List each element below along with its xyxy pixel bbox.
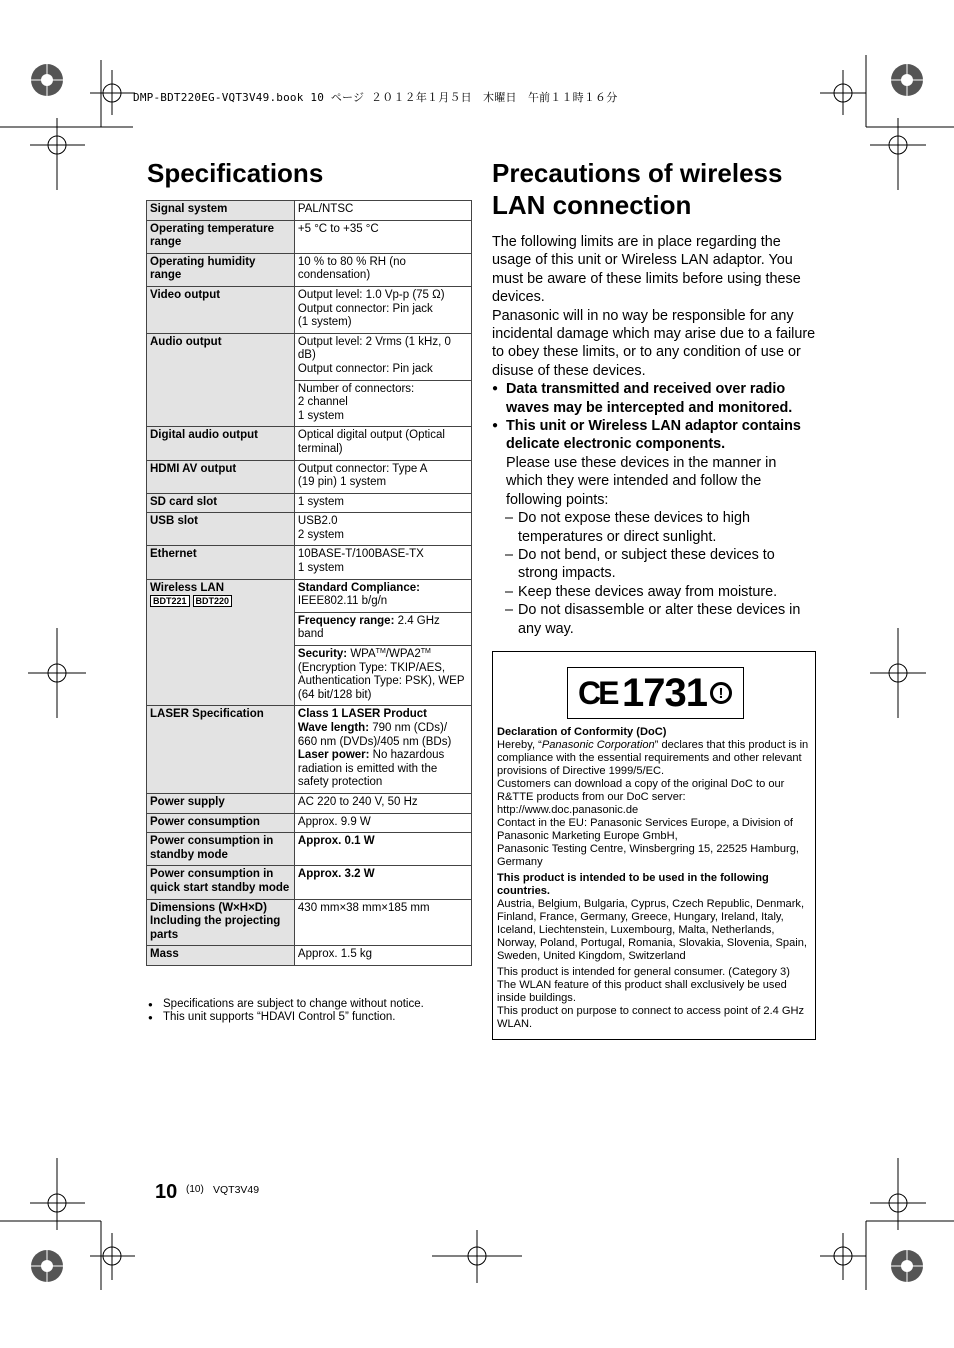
table-row <box>147 946 472 966</box>
table-row <box>147 286 472 333</box>
spec-value: Security: WPA™/WPA2™ (Encryption Type: TKIP/AES, Authentication Type: PSK), WEP (64 bit/128 bit) <box>294 646 471 706</box>
countries-title: This product is intended to be used in the following countries. <box>497 872 769 897</box>
dash-item: – Do not bend, or subject these devices to strong impacts. <box>492 546 817 583</box>
spec-key: Mass <box>147 946 295 966</box>
spec-key: Dimensions (W×H×D) Including the projecting parts <box>147 899 295 946</box>
spec-key: SD card slot <box>147 493 295 513</box>
doc-paragraph: The WLAN feature of this product shall exclusively be used inside buildings. <box>497 979 787 1004</box>
table-row <box>147 513 472 546</box>
note-item: ● Specifications are subject to change without notice. <box>148 998 478 1011</box>
declaration-text <box>497 726 815 1031</box>
table-row <box>147 579 472 612</box>
intro-paragraph: The following limits are in place regarding the usage of this unit or Wireless LAN adaptor. You must be aware of these limits before using these devices. <box>492 234 801 306</box>
table-row <box>147 793 472 813</box>
specifications-table <box>146 200 472 966</box>
spec-value: 10 % to 80 % RH (no condensation) <box>294 253 471 286</box>
declaration-box <box>492 651 816 1040</box>
note-item: ● This unit supports “HDAVI Control 5” function. <box>148 1011 478 1024</box>
doc-paragraph: Contact in the EU: Panasonic Services Europe, a Division of Panasonic Marketing Europe GmbH, <box>497 817 793 842</box>
spec-value: Output connector: Type A (19 pin) 1 system <box>294 460 471 493</box>
spec-value: 10BASE-T/100BASE-TX 1 system <box>294 546 471 579</box>
ce-logo-icon: CE <box>578 675 617 711</box>
page-number-small: (10) <box>186 1184 204 1195</box>
table-row <box>147 813 472 833</box>
spec-value: Output level: 2 Vrms (1 kHz, 0 dB) Output connector: Pin jack <box>294 333 471 380</box>
spec-key: Audio output <box>147 333 295 427</box>
page-number: 10 <box>155 1181 178 1203</box>
doc-paragraph: This product on purpose to connect to access point of 2.4 GHz WLAN. <box>497 1005 805 1030</box>
spec-key: Wireless LAN BDT221 BDT220 <box>147 579 295 706</box>
spec-value: Optical digital output (Optical terminal) <box>294 427 471 460</box>
spec-value: PAL/NTSC <box>294 201 471 221</box>
spec-key: Power consumption in standby mode <box>147 833 295 866</box>
spec-value: Approx. 1.5 kg <box>294 946 471 966</box>
table-row <box>147 833 472 866</box>
table-row <box>147 866 472 899</box>
spec-value: 430 mm×38 mm×185 mm <box>294 899 471 946</box>
spec-value: +5 °C to +35 °C <box>294 220 471 253</box>
notified-body-number: 1731 <box>622 671 707 715</box>
doc-paragraph: This product is intended for general consumer. (Category 3) <box>497 966 790 978</box>
table-row <box>147 427 472 460</box>
precautions-title: Precautions of wireless LAN connection <box>492 158 783 220</box>
countries-list: Austria, Belgium, Bulgaria, Cyprus, Czech Republic, Denmark, Finland, France, Germany, Greece, Hungary, Ireland, Italy, Iceland, Liechtenstein, Luxembourg, Malta, Netherlands, Norway, Poland, Portugal, Romania, Slovakia, Slovenia, Spain, Sweden, United Kingdom, Switzerland <box>497 898 807 962</box>
spec-key: Ethernet <box>147 546 295 579</box>
spec-value: Approx. 0.1 W <box>294 833 471 866</box>
document-code: VQT3V49 <box>213 1184 260 1196</box>
spec-key: Digital audio output <box>147 427 295 460</box>
spec-key: Operating temperature range <box>147 220 295 253</box>
table-row <box>147 706 472 794</box>
spec-value: AC 220 to 240 V, 50 Hz <box>294 793 471 813</box>
table-row <box>147 333 472 380</box>
table-row <box>147 493 472 513</box>
spec-value: Output level: 1.0 Vp-p (75 Ω) Output connector: Pin jack (1 system) <box>294 286 471 333</box>
doc-title: Declaration of Conformity (DoC) <box>497 726 667 738</box>
dash-item: – Do not disassemble or alter these devices in any way. <box>492 601 817 638</box>
table-row <box>147 460 472 493</box>
specifications-title: Specifications <box>147 158 324 188</box>
doc-paragraph: Panasonic Testing Centre, Winsbergring 15, 22525 Hamburg, Germany <box>497 843 799 868</box>
dash-item: – Keep these devices away from moisture. <box>492 583 817 601</box>
spec-key: Power consumption in quick start standby mode <box>147 866 295 899</box>
intro-paragraph: Panasonic will in no way be responsible for any incidental damage which may arise due to a failure to obey these limits, or to any condition of use or disuse of these devices. <box>492 307 816 379</box>
book-file-info: DMP-BDT220EG-VQT3V49.book 10 ページ ２０１２年１月５日 木曜日 午前１１時１６分 <box>133 91 618 104</box>
ce-marking <box>567 667 744 719</box>
spec-value: Frequency range: 2.4 GHz band <box>294 612 471 645</box>
spec-value: Approx. 9.9 W <box>294 813 471 833</box>
bullet-item: ● This unit or Wireless LAN adaptor contains delicate electronic components. <box>492 417 817 454</box>
bullet-detail: Please use these devices in the manner in which they were intended and follow the following points: <box>506 454 777 508</box>
model-badge: BDT221 <box>150 595 190 607</box>
alert-sign-icon: ! <box>710 682 732 704</box>
precautions-body <box>492 233 817 638</box>
table-row <box>147 220 472 253</box>
model-badge: BDT220 <box>193 595 233 607</box>
doc-url: http://www.doc.panasonic.de <box>497 804 639 816</box>
spec-value: 1 system <box>294 493 471 513</box>
spec-key: Video output <box>147 286 295 333</box>
spec-key: HDMI AV output <box>147 460 295 493</box>
spec-value: Class 1 LASER Product Wave length: 790 nm (CDs)/ 660 nm (DVDs)/405 nm (BDs) Laser power: No hazardous radiation is emitted with the safety protection <box>294 706 471 794</box>
table-row <box>147 899 472 946</box>
dash-item: – Do not expose these devices to high temperatures or direct sunlight. <box>492 509 817 546</box>
spec-key: LASER Specification <box>147 706 295 794</box>
doc-paragraph: Customers can download a copy of the original DoC to our R&TTE products from our DoC server: <box>497 778 785 803</box>
spec-key: USB slot <box>147 513 295 546</box>
spec-notes <box>148 998 478 1024</box>
doc-paragraph: Hereby, “Panasonic Corporation” declares that this product is in compliance with the essential requirements and other relevant provisions of Directive 1999/5/EC. <box>497 739 809 777</box>
spec-key: Power supply <box>147 793 295 813</box>
spec-key: Operating humidity range <box>147 253 295 286</box>
spec-key: Power consumption <box>147 813 295 833</box>
spec-value: Standard Compliance: IEEE802.11 b/g/n <box>294 579 471 612</box>
spec-value: USB2.0 2 system <box>294 513 471 546</box>
table-row <box>147 546 472 579</box>
table-row <box>147 253 472 286</box>
spec-value: Approx. 3.2 W <box>294 866 471 899</box>
bullet-item: ● Data transmitted and received over radio waves may be intercepted and monitored. <box>492 380 817 417</box>
spec-value: Number of connectors: 2 channel 1 system <box>294 380 471 427</box>
spec-key: Signal system <box>147 201 295 221</box>
table-row <box>147 201 472 221</box>
